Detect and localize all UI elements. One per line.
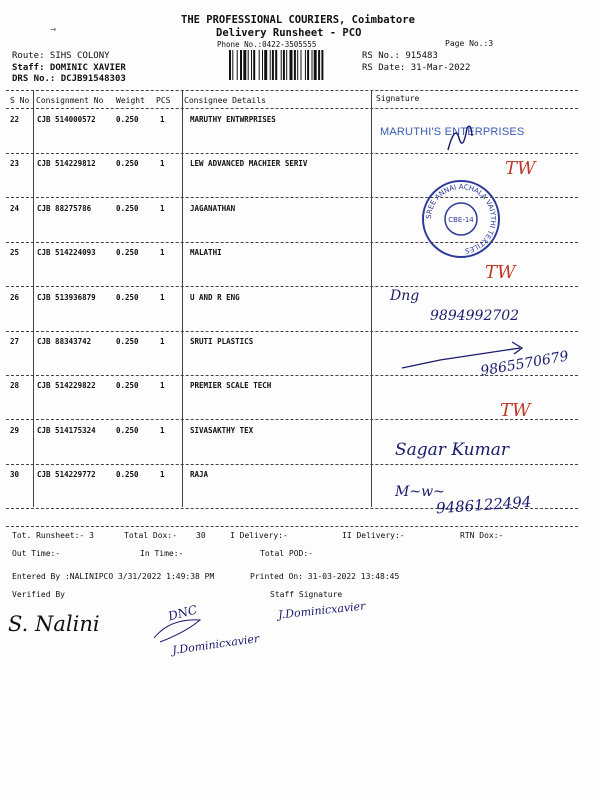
cell-weight: 0.250 — [116, 159, 139, 169]
phone-27: 9865570679 — [479, 348, 570, 380]
cell-consignment: CJB 88343742 — [37, 337, 92, 346]
cell-weight: 0.250 — [116, 203, 139, 213]
cell-consignee: PREMIER SCALE TECH — [190, 381, 272, 391]
cell-consignment: CJB 514229772 — [37, 470, 96, 480]
pen-mark-icon: → — [50, 24, 57, 35]
tw-initials: TW — [505, 158, 536, 179]
cell-sno: 27 — [10, 337, 20, 346]
cell-pcs: 1 — [160, 425, 165, 435]
cell-weight: 0.250 — [116, 470, 139, 480]
verified-by: Verified By — [12, 590, 65, 599]
tw-initials: TW — [500, 400, 531, 421]
cell-consignee: SRUTI PLASTICS — [190, 337, 254, 346]
cell-sno: 24 — [10, 203, 20, 213]
staff-label: Staff: DOMINIC XAVIER — [12, 63, 126, 73]
cell-sno: 30 — [10, 470, 20, 480]
cell-consignee: MARUTHY ENTWRPRISES — [190, 115, 276, 124]
cell-consignment: CJB 514229822 — [37, 381, 96, 391]
cell-pcs: 1 — [160, 470, 165, 480]
cell-pcs: 1 — [160, 159, 165, 169]
totals-top-rule — [6, 526, 578, 527]
cell-pcs: 1 — [160, 203, 165, 213]
cell-sno: 22 — [10, 115, 20, 124]
stamp-maruthi: MARUTHI'S ENTERPRISES — [380, 126, 525, 138]
cell-pcs: 1 — [160, 248, 165, 258]
round-stamp-center: CBE-14 — [448, 216, 474, 224]
table-header-rule — [6, 108, 578, 109]
rs-date: RS Date: 31-Mar-2022 — [362, 63, 471, 73]
col-consignee: Consignee Details — [184, 96, 266, 105]
cell-weight: 0.250 — [116, 248, 139, 258]
cell-pcs: 1 — [160, 381, 165, 391]
cell-consignment: CJB 88275786 — [37, 203, 92, 213]
cell-sno: 26 — [10, 292, 20, 302]
route-label: Route: SIHS COLONY — [12, 51, 110, 61]
ii-delivery: II Delivery:- — [342, 531, 405, 540]
company-name: THE PROFESSIONAL COURIERS, Coimbatore — [181, 14, 415, 26]
row-rule — [6, 153, 578, 154]
signature-verified: S. Nalini — [8, 612, 100, 636]
cell-consignment: CJB 514000572 — [37, 115, 96, 124]
cell-sno: 29 — [10, 425, 20, 435]
col-signature: Signature — [376, 94, 420, 103]
row-rule — [6, 286, 578, 287]
table-row — [0, 423, 600, 467]
cell-consignee: RAJA — [190, 470, 209, 480]
cell-consignment: CJB 514229812 — [37, 159, 96, 169]
cell-pcs: 1 — [160, 115, 165, 124]
cell-consignee: MALATHI — [190, 248, 222, 258]
barcode — [229, 50, 359, 80]
cell-weight: 0.250 — [116, 337, 139, 346]
col-weight: Weight — [116, 96, 145, 105]
cell-consignee: LEW ADVANCED MACHIER SERIV — [190, 159, 308, 169]
cell-pcs: 1 — [160, 292, 165, 302]
table-top-rule — [6, 90, 578, 91]
phone-30: 9486122494 — [435, 492, 532, 518]
row-rule — [6, 464, 578, 465]
rtn-dox: RTN Dox:- — [460, 531, 504, 540]
table-row — [0, 201, 600, 245]
cell-weight: 0.250 — [116, 381, 139, 391]
row-rule — [6, 331, 578, 332]
in-time: In Time:- — [140, 549, 184, 558]
printed-on: Printed On: 31-03-2022 13:48:45 — [250, 572, 400, 581]
signature-dnc: DNC — [166, 602, 199, 624]
col-pcs: PCS — [156, 96, 171, 105]
total-dox-value: 30 — [196, 531, 206, 540]
cell-consignment: CJB 513936879 — [37, 292, 96, 302]
round-stamp-text: SREE ANNAI ACHALA VAIYTHI TEXTILES — [424, 182, 498, 255]
out-time: Out Time:- — [12, 549, 61, 558]
signature-scribble-26: Dng — [390, 288, 420, 304]
tot-runsheet: Tot. Runsheet:- 3 — [12, 531, 94, 540]
cell-consignee: U AND R ENG — [190, 292, 240, 302]
total-pod: Total POD:- — [260, 549, 313, 558]
cell-sno: 25 — [10, 248, 20, 258]
i-delivery: I Delivery:- — [230, 531, 288, 540]
row-rule — [6, 419, 578, 420]
signature-staff-2: J.Dominicxavier — [277, 599, 366, 622]
page-number: Page No.:3 — [445, 39, 494, 48]
cell-sno: 28 — [10, 381, 20, 391]
phone-26: 9894992702 — [430, 308, 520, 324]
drs-number: DRS No.: DCJB91548303 — [12, 74, 126, 84]
cell-consignee: SIVASAKTHY TEX — [190, 425, 254, 435]
tw-initials: TW — [485, 262, 516, 283]
signature-scribble-30: M~w~ — [395, 484, 445, 500]
staff-signature-label: Staff Signature — [270, 590, 343, 599]
signature-staff-1: J.Dominicxavier — [171, 631, 260, 658]
cell-weight: 0.250 — [116, 292, 139, 302]
signature-scribble — [445, 120, 475, 156]
cell-consignee: JAGANATHAN — [190, 203, 236, 213]
rs-number: RS No.: 915483 — [362, 51, 438, 61]
cell-pcs: 1 — [160, 337, 165, 346]
cell-sno: 23 — [10, 159, 20, 169]
cell-consignment: CJB 514224093 — [37, 248, 96, 258]
col-consignment: Consignment No — [36, 96, 104, 105]
col-sno: S No — [10, 96, 30, 105]
cell-weight: 0.250 — [116, 115, 139, 124]
entered-by: Entered By :NALINIPCO 3/31/2022 1:49:38 PM — [12, 572, 215, 581]
cell-weight: 0.250 — [116, 425, 139, 435]
round-stamp — [420, 178, 502, 260]
total-dox-label: Total Dox:- — [124, 531, 177, 540]
phone-number: Phone No.:0422-3505555 — [217, 40, 317, 49]
cell-consignment: CJB 514175324 — [37, 425, 96, 435]
document-title: Delivery Runsheet - PCO — [216, 27, 362, 39]
signature-name-29: Sagar Kumar — [395, 440, 509, 460]
